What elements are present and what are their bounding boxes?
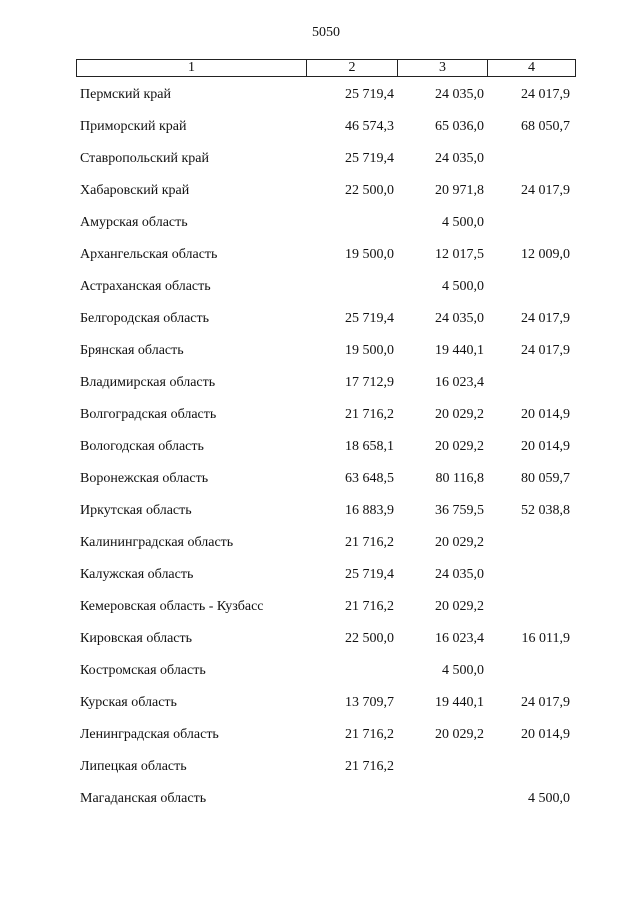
column-2-value: 25 719,4 [345,87,394,102]
column-3-value: 4 500,0 [442,663,484,678]
column-3-value: 4 500,0 [442,279,484,294]
table-row [0,628,640,660]
region-name-cell: Калининградская область [80,535,234,550]
region-name-cell: Кемеровская область - Кузбасс [80,599,264,614]
column-4-value: 20 014,9 [521,439,570,454]
region-name-cell: Воронежская область [80,471,209,486]
column-3-value: 4 500,0 [442,215,484,230]
column-2-value: 17 712,9 [345,375,394,390]
region-name-cell: Амурская область [80,215,188,230]
column-2-value: 63 648,5 [345,471,394,486]
column-header-4: 4 [488,60,576,77]
region-name-cell: Владимирская область [80,375,216,390]
column-3-value: 24 035,0 [435,151,484,166]
column-2-value: 18 658,1 [345,439,394,454]
column-header-2: 2 [307,60,398,77]
column-4-value: 24 017,9 [521,343,570,358]
column-header-3: 3 [398,60,488,77]
region-name-cell: Астраханская область [80,279,211,294]
table-row [0,660,640,692]
column-header-row [77,60,576,77]
region-name-cell: Вологодская область [80,439,204,454]
table-row [0,788,640,820]
region-name-cell: Кировская область [80,631,193,646]
column-3-value: 24 035,0 [435,311,484,326]
column-3-value: 20 029,2 [435,599,484,614]
table-row [0,724,640,756]
table-row [0,468,640,500]
region-name-cell: Белгородская область [80,311,210,326]
column-3-value: 16 023,4 [435,375,484,390]
column-4-value: 80 059,7 [521,471,570,486]
column-3-value: 65 036,0 [435,119,484,134]
column-3-value: 20 971,8 [435,183,484,198]
table-row [0,532,640,564]
column-2-value: 21 716,2 [345,727,394,742]
region-name-cell: Архангельская область [80,247,218,262]
column-4-value: 24 017,9 [521,695,570,710]
column-header-table [76,59,576,77]
column-4-value: 20 014,9 [521,407,570,422]
column-3-value: 19 440,1 [435,343,484,358]
table-row [0,244,640,276]
table-row [0,596,640,628]
column-3-value: 19 440,1 [435,695,484,710]
column-4-value: 12 009,0 [521,247,570,262]
column-4-value: 68 050,7 [521,119,570,134]
region-name-cell: Иркутская область [80,503,192,518]
column-2-value: 19 500,0 [345,343,394,358]
column-3-value: 80 116,8 [435,471,484,486]
region-name-cell: Волгоградская область [80,407,217,422]
column-3-value: 20 029,2 [435,727,484,742]
table-row [0,116,640,148]
table-row [0,84,640,116]
column-3-value: 16 023,4 [435,631,484,646]
column-3-value: 36 759,5 [435,503,484,518]
column-header-1: 1 [77,60,307,77]
region-table-body [0,84,640,820]
region-name-cell: Приморский край [80,119,187,134]
column-2-value: 21 716,2 [345,407,394,422]
region-name-cell: Пермский край [80,87,171,102]
column-4-value: 24 017,9 [521,183,570,198]
column-2-value: 21 716,2 [345,535,394,550]
column-3-value: 20 029,2 [435,439,484,454]
column-2-value: 21 716,2 [345,599,394,614]
table-row [0,340,640,372]
region-name-cell: Магаданская область [80,791,207,806]
table-row [0,404,640,436]
region-name-cell: Калужская область [80,567,194,582]
region-name-cell: Хабаровский край [80,183,190,198]
column-3-value: 24 035,0 [435,87,484,102]
column-4-value: 24 017,9 [521,87,570,102]
column-2-value: 46 574,3 [345,119,394,134]
column-3-value: 12 017,5 [435,247,484,262]
region-name-cell: Курская область [80,695,177,710]
region-name-cell: Брянская область [80,343,184,358]
column-3-value: 24 035,0 [435,567,484,582]
region-name-cell: Ставропольский край [80,151,209,166]
table-row [0,436,640,468]
column-2-value: 19 500,0 [345,247,394,262]
region-name-cell: Костромская область [80,663,206,678]
column-2-value: 21 716,2 [345,759,394,774]
table-row [0,692,640,724]
column-4-value: 20 014,9 [521,727,570,742]
column-4-value: 16 011,9 [521,631,570,646]
column-4-value: 24 017,9 [521,311,570,326]
table-row [0,308,640,340]
table-row [0,148,640,180]
column-3-value: 20 029,2 [435,407,484,422]
column-3-value: 20 029,2 [435,535,484,550]
table-row [0,500,640,532]
column-2-value: 13 709,7 [345,695,394,710]
column-2-value: 25 719,4 [345,151,394,166]
table-row [0,212,640,244]
table-row [0,372,640,404]
column-2-value: 16 883,9 [345,503,394,518]
column-2-value: 22 500,0 [345,183,394,198]
table-row [0,756,640,788]
column-2-value: 25 719,4 [345,311,394,326]
table-row [0,276,640,308]
table-row [0,564,640,596]
column-2-value: 22 500,0 [345,631,394,646]
table-row [0,180,640,212]
column-4-value: 4 500,0 [528,791,570,806]
column-4-value: 52 038,8 [521,503,570,518]
region-name-cell: Липецкая область [80,759,187,774]
page-number: 5050 [312,25,340,40]
region-name-cell: Ленинградская область [80,727,219,742]
column-2-value: 25 719,4 [345,567,394,582]
